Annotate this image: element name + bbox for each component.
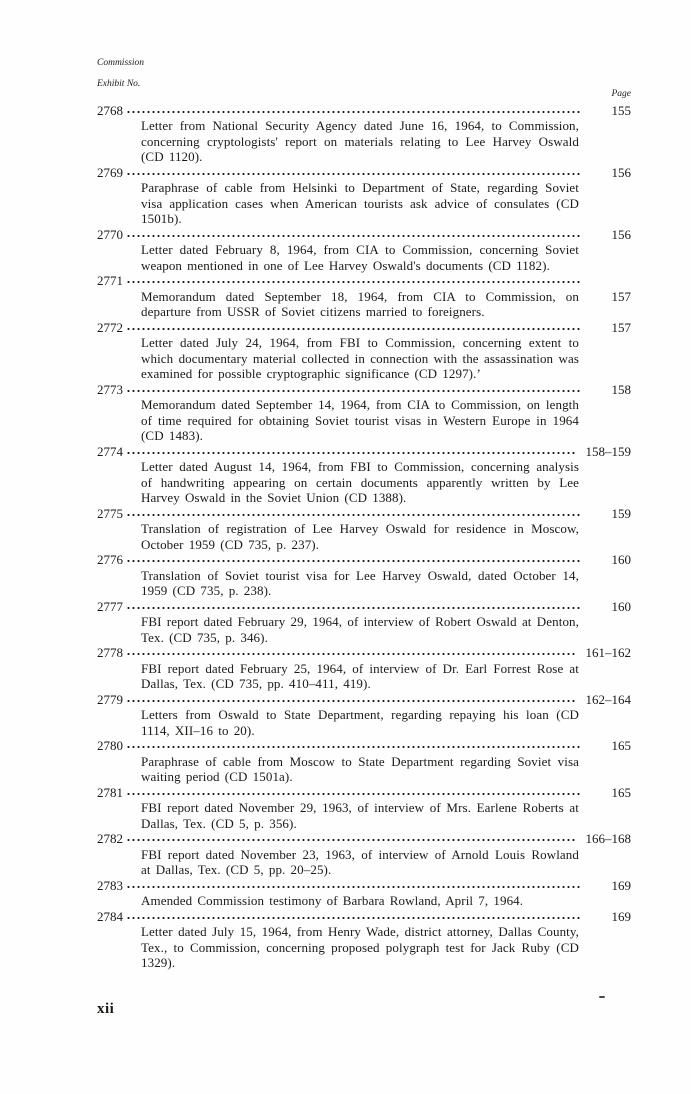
exhibit-description: Letter from National Security Agency dated June 16, 1964, to Commission, concerning cryptologists' report on materials relating to Lee Harvey Oswald (CD 1120). bbox=[141, 118, 579, 164]
page-number: 169 bbox=[611, 908, 631, 924]
exhibit-description: Amended Commission testimony of Barbara Rowland, April 7, 1964. bbox=[141, 893, 524, 908]
exhibit-description: Translation of Soviet tourist visa for Lee Harvey Oswald, dated October 14, 1959 (CD 735, p. 238). bbox=[141, 567, 579, 598]
exhibit-description: Memorandum dated September 18, 1964, from CIA to Commission, on departure from USSR of Soviet citizens married to foreigners. bbox=[141, 288, 579, 319]
exhibit-description: Paraphrase of cable from Moscow to State Department regarding Soviet visa waiting period (CD 1501a). bbox=[141, 753, 579, 784]
toc-entry bbox=[97, 382, 631, 444]
entry-leader-row bbox=[97, 103, 631, 119]
toc-entry bbox=[97, 103, 631, 165]
entries-list bbox=[97, 103, 631, 971]
exhibit-description: Letter dated August 14, 1964, from FBI to Commission, concerning analysis of handwriting appearing on certain documents apparently written by Lee Harvey Oswald in the Soviet Union (CD 1388). bbox=[141, 459, 579, 505]
dot-leader bbox=[126, 321, 581, 332]
dot-leader bbox=[126, 383, 581, 394]
exhibit-number: 2769 bbox=[97, 164, 123, 180]
exhibit-description: Letter dated July 15, 1964, from Henry Wade, district attorney, Dallas County, Tex., to Commission, concerning proposed polygraph test for Jack Ruby (CD 1329). bbox=[141, 924, 579, 970]
dot-leader bbox=[126, 228, 581, 239]
entry-leader-row bbox=[97, 692, 631, 708]
exhibit-description: FBI report dated November 29, 1963, of interview of Mrs. Earlene Roberts at Dallas, Tex. (CD 5, p. 356). bbox=[141, 800, 579, 831]
exhibit-number: 2777 bbox=[97, 598, 123, 614]
toc-entry bbox=[97, 320, 631, 382]
entry-leader-row bbox=[97, 645, 631, 661]
exhibit-number: 2783 bbox=[97, 877, 123, 893]
page-column-header: Page bbox=[611, 89, 631, 99]
page-number: 155 bbox=[611, 102, 631, 118]
header-line-exhibit-no: Exhibit No. bbox=[97, 78, 141, 89]
exhibit-number: 2773 bbox=[97, 381, 123, 397]
entry-leader-row bbox=[97, 738, 631, 754]
exhibit-number: 2781 bbox=[97, 784, 123, 800]
page-number: 165 bbox=[611, 738, 631, 753]
exhibit-number: 2772 bbox=[97, 319, 123, 335]
toc-entry bbox=[97, 785, 631, 832]
page-number-desc-line: 157 bbox=[611, 288, 631, 304]
dot-leader bbox=[126, 274, 581, 285]
page-number: 158–159 bbox=[585, 443, 631, 459]
entry-leader-row bbox=[97, 273, 631, 289]
dot-leader bbox=[126, 553, 581, 564]
page-number: 162–164 bbox=[585, 691, 631, 707]
page-number: 158 bbox=[611, 381, 631, 397]
toc-entry bbox=[97, 831, 631, 878]
toc-entry bbox=[97, 645, 631, 692]
exhibit-number: 2774 bbox=[97, 443, 123, 459]
exhibit-number: 2779 bbox=[97, 691, 123, 707]
toc-entry bbox=[97, 506, 631, 553]
dot-leader bbox=[126, 166, 581, 177]
exhibit-description: Paraphrase of cable from Helsinki to Department of State, regarding Soviet visa application cases when American tourists ask advice of consulates (CD 1501b). bbox=[141, 180, 579, 226]
entry-leader-row bbox=[97, 165, 631, 181]
page-number: 156 bbox=[611, 164, 631, 180]
entry-leader-row bbox=[97, 320, 631, 336]
exhibit-number: 2768 bbox=[97, 102, 123, 118]
exhibit-number: 2775 bbox=[97, 505, 123, 521]
exhibit-description: Translation of registration of Lee Harvey Oswald for residence in Moscow, October 1959 (CD 735, p. 237). bbox=[141, 521, 579, 552]
dot-leader bbox=[126, 739, 581, 750]
entry-leader-row bbox=[97, 909, 631, 925]
exhibit-number: 2780 bbox=[97, 738, 123, 753]
dot-leader bbox=[126, 832, 576, 843]
entry-leader-row bbox=[97, 552, 631, 568]
folio-page-number: xii bbox=[97, 1001, 115, 1017]
toc-entry bbox=[97, 444, 631, 506]
entry-leader-row bbox=[97, 506, 631, 522]
dot-leader bbox=[126, 910, 581, 921]
page-content bbox=[97, 47, 631, 971]
toc-entry bbox=[97, 227, 631, 274]
index-column-headers bbox=[97, 47, 631, 100]
stray-print-mark bbox=[599, 996, 605, 998]
entry-leader-row bbox=[97, 444, 631, 460]
exhibit-description: Letter dated February 8, 1964, from CIA to Commission, concerning Soviet weapon mentioned in one of Lee Harvey Oswald's documents (CD 1182). bbox=[141, 242, 579, 273]
exhibit-number: 2782 bbox=[97, 831, 123, 846]
page-number: 166–168 bbox=[585, 831, 631, 846]
dot-leader bbox=[126, 507, 581, 518]
exhibit-no-column-header bbox=[97, 47, 144, 100]
toc-entry bbox=[97, 692, 631, 739]
dot-leader bbox=[126, 600, 581, 611]
page-number: 160 bbox=[611, 598, 631, 614]
entry-leader-row bbox=[97, 785, 631, 801]
exhibit-number: 2771 bbox=[97, 273, 123, 288]
entry-leader-row bbox=[97, 878, 631, 894]
exhibit-description: FBI report dated February 25, 1964, of interview of Dr. Earl Forrest Rose at Dallas, Tex. (CD 735, pp. 410–411, 419). bbox=[141, 660, 579, 691]
dot-leader bbox=[126, 104, 581, 115]
exhibit-number: 2770 bbox=[97, 226, 123, 242]
toc-entry bbox=[97, 738, 631, 785]
toc-entry bbox=[97, 878, 631, 909]
page-number: 165 bbox=[611, 784, 631, 800]
header-line-commission: Commission bbox=[97, 57, 144, 68]
page-number: 169 bbox=[611, 877, 631, 893]
exhibit-description: FBI report dated November 23, 1963, of interview of Arnold Louis Rowland at Dallas, Tex. (CD 5, pp. 20–25). bbox=[141, 846, 579, 877]
toc-entry bbox=[97, 165, 631, 227]
page-number: 159 bbox=[611, 505, 631, 521]
page-number: 157 bbox=[611, 319, 631, 335]
entry-leader-row bbox=[97, 227, 631, 243]
exhibit-number: 2784 bbox=[97, 908, 123, 924]
dot-leader bbox=[126, 445, 576, 456]
dot-leader bbox=[126, 786, 581, 797]
dot-leader bbox=[126, 646, 576, 657]
exhibit-number: 2778 bbox=[97, 645, 123, 660]
entry-leader-row bbox=[97, 382, 631, 398]
page-number: 160 bbox=[611, 552, 631, 567]
toc-entry bbox=[97, 273, 631, 320]
exhibit-number: 2776 bbox=[97, 552, 123, 567]
exhibit-description: Letters from Oswald to State Department, regarding repaying his loan (CD 1114, XII–16 to 20). bbox=[141, 707, 579, 738]
toc-entry bbox=[97, 599, 631, 646]
page-number: 161–162 bbox=[585, 645, 631, 660]
toc-entry bbox=[97, 909, 631, 971]
entry-leader-row bbox=[97, 831, 631, 847]
exhibit-description: FBI report dated February 29, 1964, of interview of Robert Oswald at Denton, Tex. (CD 735, p. 346). bbox=[141, 614, 579, 645]
dot-leader bbox=[126, 693, 576, 704]
toc-entry bbox=[97, 552, 631, 599]
exhibit-description: Letter dated July 24, 1964, from FBI to Commission, concerning extent to which documentary material collected in connection with the assassination was examined for possible cryptographic significance (CD 1297).’ bbox=[141, 335, 579, 381]
page-number: 156 bbox=[611, 226, 631, 242]
entry-leader-row bbox=[97, 599, 631, 615]
dot-leader bbox=[126, 879, 581, 890]
exhibit-description: Memorandum dated September 14, 1964, from CIA to Commission, on length of time required for obtaining Soviet tourist visas in Western Europe in 1964 (CD 1483). bbox=[141, 397, 579, 443]
